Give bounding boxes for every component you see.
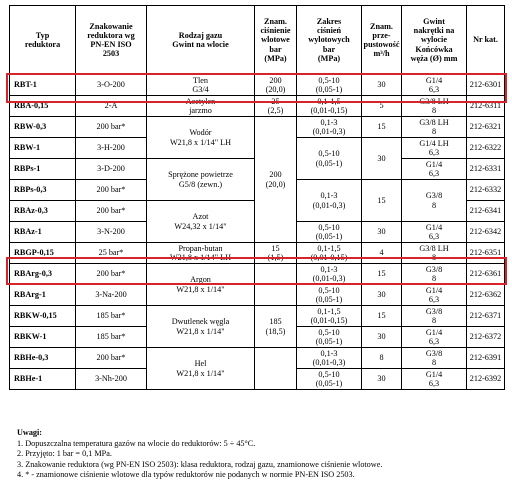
- cell-marking: 3-Na-200: [76, 285, 147, 306]
- cell-gas: Tlen G3/4: [147, 75, 255, 96]
- table-row: [10, 96, 505, 117]
- cell-outlet-pressure: 0,5-10 (0,05-1): [297, 285, 362, 306]
- cell-catalog: 212-6371: [467, 306, 505, 327]
- cell-flow: 4: [362, 243, 402, 264]
- cell-type: RBGP-0,15: [10, 243, 76, 264]
- cell-outlet-pressure: 0,1-1,5 (0,01-0,15): [297, 306, 362, 327]
- cell-thread: G3/8 LH 8: [402, 96, 467, 117]
- cell-catalog: 212-6322: [467, 138, 505, 159]
- cell-outlet-pressure: 0,5-10 (0,05-1): [297, 327, 362, 348]
- cell-thread: G1/4 6,3: [402, 75, 467, 96]
- cell-outlet-pressure: 0,5-10 (0,05-1): [297, 75, 362, 96]
- cell-flow: 15: [362, 180, 402, 222]
- cell-catalog: 212-6332: [467, 180, 505, 201]
- header-type: Typ reduktora: [10, 6, 76, 75]
- cell-inlet-pressure: [255, 264, 297, 306]
- notes-section: [17, 428, 497, 481]
- cell-outlet-pressure: 0,1-3 (0,01-0,3): [297, 117, 362, 138]
- cell-marking: 200 bar*: [76, 264, 147, 285]
- cell-gas: Wodór W21,8 x 1/14" LH: [147, 117, 255, 159]
- cell-outlet-pressure: 0,1-1,5 (0,01-0,15): [297, 96, 362, 117]
- table-row: [10, 306, 505, 327]
- cell-flow: 15: [362, 306, 402, 327]
- cell-thread: G1/4 6,3: [402, 159, 467, 180]
- cell-marking: 200 bar*: [76, 180, 147, 201]
- table-row: [10, 75, 505, 96]
- cell-outlet-pressure: 0,5-10 (0,05-1): [297, 138, 362, 180]
- cell-type: RBW-0,3: [10, 117, 76, 138]
- cell-flow: 30: [362, 222, 402, 243]
- cell-marking: 3-O-200: [76, 75, 147, 96]
- note-item: 2. Przyjęto: 1 bar = 0,1 MPa.: [17, 449, 112, 459]
- cell-type: RBPs-0,3: [10, 180, 76, 201]
- cell-gas: Acetylen jarzmo: [147, 96, 255, 117]
- cell-marking: 200 bar*: [76, 348, 147, 369]
- cell-inlet-pressure: [255, 348, 297, 390]
- note-item: 1. Dopuszczalna temperatura gazów na wlocie do reduktorów: 5 ÷ 45°C.: [17, 438, 256, 448]
- cell-gas: Dwutlenek węgla W21,8 x 1/14": [147, 306, 255, 348]
- cell-catalog: 212-6301: [467, 75, 505, 96]
- cell-thread: G1/4 LH 6,3: [402, 138, 467, 159]
- cell-catalog: 212-6311: [467, 96, 505, 117]
- cell-gas: Sprężone powietrze G5/8 (zewn.): [147, 159, 255, 201]
- cell-thread: G1/4 6,3: [402, 285, 467, 306]
- table-row: [10, 117, 505, 138]
- cell-flow: 30: [362, 138, 402, 180]
- cell-thread: G1/4 6,3: [402, 327, 467, 348]
- cell-outlet-pressure: 0,1-3 (0,01-0,3): [297, 348, 362, 369]
- cell-type: RBArg-0,3: [10, 264, 76, 285]
- table-row: [10, 348, 505, 369]
- cell-inlet-pressure: 200 (20,0): [255, 75, 297, 96]
- header-catalog: Nr kat.: [467, 6, 505, 75]
- cell-outlet-pressure: 0,1-1,5 (0,01-0,15): [297, 243, 362, 264]
- cell-type: RBW-1: [10, 138, 76, 159]
- cell-flow: 15: [362, 264, 402, 285]
- cell-catalog: 212-6331: [467, 159, 505, 180]
- cell-marking: 25 bar*: [76, 243, 147, 264]
- cell-gas: Hel W21,8 x 1/14": [147, 348, 255, 390]
- cell-catalog: 212-6351: [467, 243, 505, 264]
- cell-type: RBHe-1: [10, 369, 76, 390]
- cell-type: RBAz-1: [10, 222, 76, 243]
- header-inlet-pressure: Znam. ciśnienie wlotowe bar (MPa): [255, 6, 297, 75]
- cell-thread: G3/8 8: [402, 180, 467, 222]
- cell-gas: Propan-butan W21,8 x 1/14" LH: [147, 243, 255, 264]
- cell-marking: 3-Nh-200: [76, 369, 147, 390]
- cell-type: RBKW-0,15: [10, 306, 76, 327]
- cell-marking: 3-D-200: [76, 159, 147, 180]
- cell-marking: 200 bar*: [76, 201, 147, 222]
- cell-gas: Azot W24,32 x 1/14": [147, 201, 255, 243]
- cell-marking: 200 bar*: [76, 117, 147, 138]
- cell-flow: 8: [362, 348, 402, 369]
- cell-thread: G1/4 6,3: [402, 369, 467, 390]
- cell-thread: G3/8 LH 8: [402, 117, 467, 138]
- cell-thread: G1/4 6,3: [402, 222, 467, 243]
- header-thread: Gwint nakrętki na wylocie Końcówka węża (Ø) mm: [402, 6, 467, 75]
- cell-flow: 15: [362, 117, 402, 138]
- cell-type: RBAz-0,3: [10, 201, 76, 222]
- cell-catalog: 212-6391: [467, 348, 505, 369]
- cell-outlet-pressure: 0,1-3 (0,01-0,3): [297, 264, 362, 285]
- cell-catalog: 212-6392: [467, 369, 505, 390]
- cell-catalog: 212-6361: [467, 264, 505, 285]
- cell-type: RBArg-1: [10, 285, 76, 306]
- header-gas: Rodzaj gazu Gwint na wlocie: [147, 6, 255, 75]
- cell-thread: G3/8 LH 8: [402, 243, 467, 264]
- cell-thread: G3/8 8: [402, 306, 467, 327]
- note-item: 3. Znakowanie reduktora (wg PN-EN ISO 2503): klasa reduktora, rodzaj gazu, znamionowe ciśnienie wlotowe.: [17, 459, 383, 469]
- cell-outlet-pressure: 0,1-3 (0,01-0,3): [297, 180, 362, 222]
- cell-flow: 30: [362, 369, 402, 390]
- table-row: [10, 264, 505, 285]
- cell-type: RBT-1: [10, 75, 76, 96]
- notes-title: Uwagi:: [17, 428, 43, 437]
- cell-flow: 5: [362, 96, 402, 117]
- cell-thread: G3/8 8: [402, 264, 467, 285]
- cell-marking: 3-N-200: [76, 222, 147, 243]
- cell-marking: 3-H-200: [76, 138, 147, 159]
- cell-type: RBA-0,15: [10, 96, 76, 117]
- cell-outlet-pressure: 0,5-10 (0,05-1): [297, 222, 362, 243]
- cell-flow: 30: [362, 285, 402, 306]
- header-outlet-pressure: Zakres ciśnień wylotowych bar (MPa): [297, 6, 362, 75]
- header-marking: Znakowanie reduktora wg PN-EN ISO 2503: [76, 6, 147, 75]
- cell-inlet-pressure: 185 (18,5): [255, 306, 297, 348]
- cell-outlet-pressure: 0,5-10 (0,05-1): [297, 369, 362, 390]
- cell-inlet-pressure: 25 (2,5): [255, 96, 297, 117]
- cell-catalog: 212-6342: [467, 222, 505, 243]
- regulator-table: [9, 5, 505, 390]
- cell-inlet-pressure: 200 (20,0): [255, 117, 297, 243]
- cell-type: RBKW-1: [10, 327, 76, 348]
- cell-flow: 30: [362, 75, 402, 96]
- cell-gas: Argon W21,8 x 1/14": [147, 264, 255, 306]
- cell-marking: 185 bar*: [76, 327, 147, 348]
- header-row: [10, 6, 505, 75]
- header-flow: Znam. prze- pustowość m³/h: [362, 6, 402, 75]
- cell-type: RBPs-1: [10, 159, 76, 180]
- cell-catalog: 212-6341: [467, 201, 505, 222]
- cell-marking: 185 bar*: [76, 306, 147, 327]
- cell-thread: G3/8 8: [402, 348, 467, 369]
- cell-type: RBHe-0,3: [10, 348, 76, 369]
- cell-catalog: 212-6372: [467, 327, 505, 348]
- cell-catalog: 212-6321: [467, 117, 505, 138]
- note-item: 4. * - znamionowe ciśnienie wlotowe dla typów reduktorów nie podanych w normie PN-EN ISO 2503.: [17, 470, 355, 480]
- cell-flow: 30: [362, 327, 402, 348]
- cell-marking: 2-A: [76, 96, 147, 117]
- cell-inlet-pressure: 15 (1,5): [255, 243, 297, 264]
- cell-catalog: 212-6362: [467, 285, 505, 306]
- table-row: [10, 243, 505, 264]
